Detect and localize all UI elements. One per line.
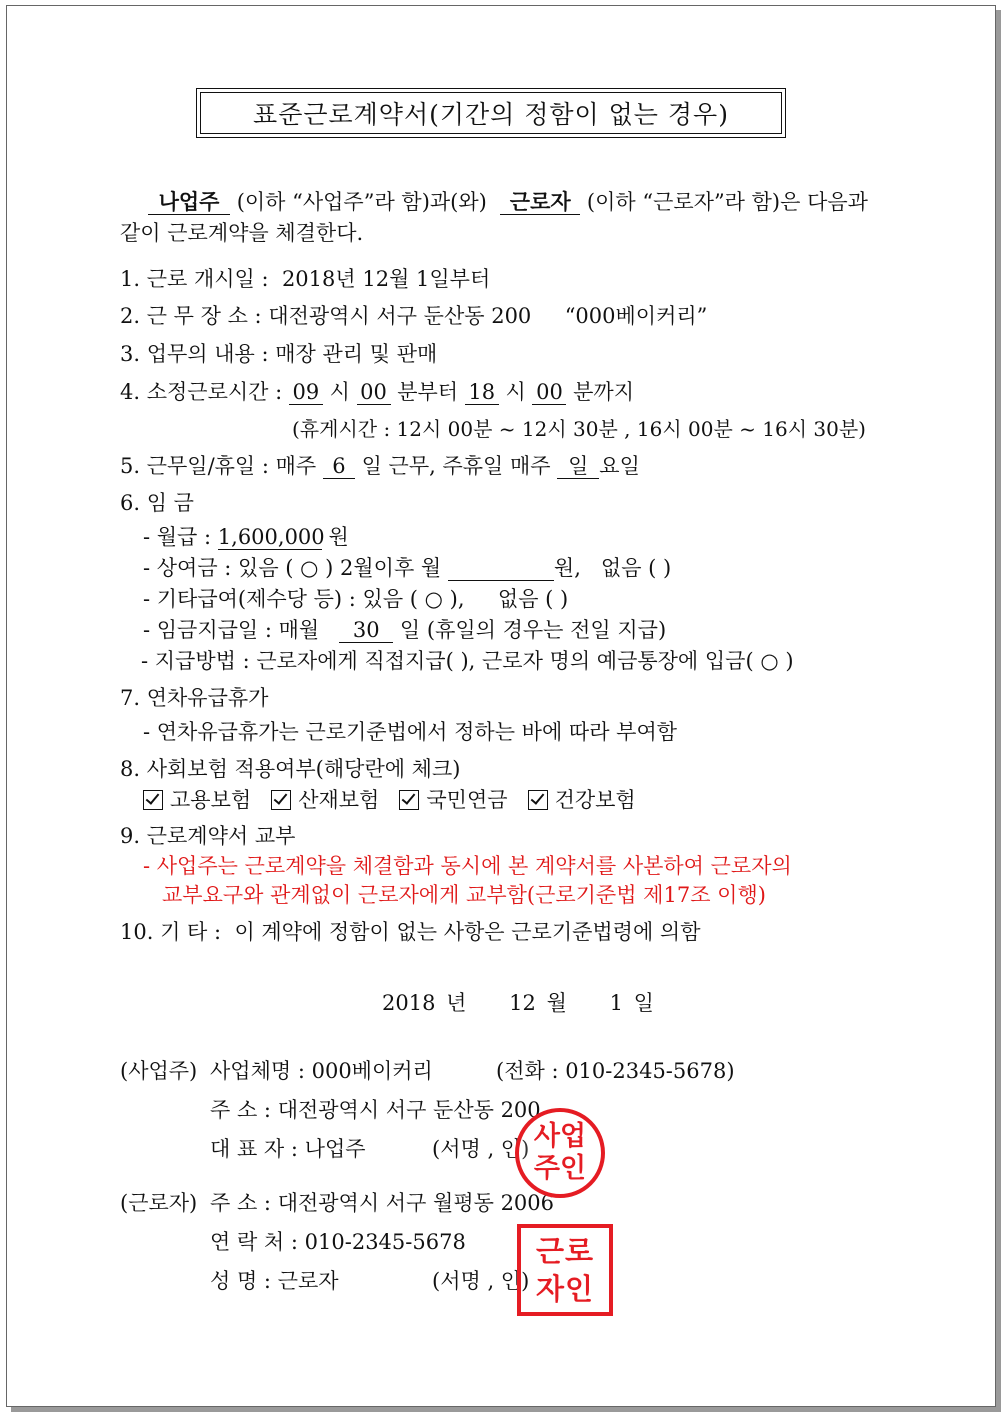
employer-role: (사업주): [120, 1059, 198, 1083]
item-5-label: 5. 근무일/휴일 : 매주: [120, 454, 317, 478]
date-month-unit: 월: [546, 991, 567, 1015]
worker-address-label: 주 소 :: [210, 1191, 271, 1215]
bonus-label: - 상여금 : 있음 ( ○ ) 2월이후 월: [143, 556, 442, 580]
employer-phone: (전화 : 010-2345-5678): [496, 1059, 735, 1083]
notice-line-2: 교부요구와 관계없이 근로자에게 교부함(근로기준법 제17조 이행): [162, 883, 766, 907]
break-time: (휴게시간 : 12시 00분 ~ 12시 30분 , 16시 00분 ~ 16시 30분): [292, 417, 866, 441]
notice-line-1: - 사업주는 근로계약을 체결함과 동시에 본 계약서를 사본하여 근로자의: [143, 854, 792, 878]
salary-unit: 원: [328, 525, 349, 549]
other-pay-none: 없음 ( ): [497, 587, 569, 611]
end-hour: 18: [465, 381, 499, 405]
weekly-holiday: 일: [557, 455, 599, 479]
insurance-label: 산재보험: [298, 788, 380, 812]
insurance-employment[interactable]: [143, 788, 251, 812]
employer-sign: (서명 , 인): [432, 1137, 530, 1161]
intro-line-2: 같이 근로계약을 체결한다.: [120, 221, 364, 245]
other-pay-label: - 기타급여(제수당 등) : 있음 ( ○ ),: [143, 587, 465, 611]
employer-rep-row: [210, 1133, 366, 1163]
item-5-suffix: 요일: [599, 454, 640, 478]
worker-contact-row: [210, 1226, 466, 1256]
item-10: [120, 916, 701, 946]
item-10-label: 10. 기 타 :: [120, 920, 222, 944]
employer-company-row: [210, 1055, 433, 1085]
worker-name-value: 근로자: [277, 1269, 339, 1293]
checkbox-checked-icon[interactable]: [399, 790, 419, 810]
item-4-label: 4. 소정근로시간 :: [120, 380, 283, 404]
worker-address-row: [210, 1187, 554, 1217]
payday-suffix: 일 (휴일의 경우는 전일 지급): [399, 618, 667, 642]
bonus-unit: 원,: [553, 556, 581, 580]
worker-sign: [432, 1265, 529, 1295]
item-7-text: - 연차유급휴가는 근로기준법에서 정하는 바에 따라 부여함: [143, 720, 678, 744]
company-label: 사업체명 :: [210, 1059, 305, 1083]
insurance-label: 건강보험: [554, 788, 636, 812]
checkbox-checked-icon[interactable]: [143, 790, 163, 810]
item-4: [120, 376, 634, 406]
employer-seal-stamp: 사업 주인: [515, 1108, 605, 1198]
worker-name: 근로자: [500, 191, 580, 215]
item-3-value: 매장 관리 및 판매: [275, 342, 438, 366]
date-day: 1: [609, 991, 623, 1015]
unit-hour: 시: [329, 380, 350, 404]
date-month: 12: [509, 991, 536, 1015]
rep-label: 대 표 자 :: [210, 1137, 298, 1161]
title-box: [196, 88, 786, 138]
employer-name: 나업주: [148, 191, 230, 215]
checkbox-checked-icon[interactable]: [528, 790, 548, 810]
payday-value: 30: [339, 619, 393, 643]
item-2-extra: “000베이커리”: [564, 304, 708, 328]
item-10-text: 이 계약에 정함이 없는 사항은 근로기준법령에 의함: [234, 920, 701, 944]
item-1-label: 1. 근로 개시일 :: [120, 267, 269, 291]
item-1: [120, 263, 490, 293]
intro-line-1: [148, 186, 868, 216]
date-year: 2018: [382, 991, 436, 1015]
start-minute: 00: [357, 381, 391, 405]
salary-label: - 월급 :: [143, 525, 212, 549]
rep-name: 나업주: [304, 1137, 366, 1161]
worker-role: (근로자): [120, 1191, 198, 1215]
worker-note: (이하 “근로자”라 함)은 다음과: [586, 190, 868, 214]
contact-value: 010-2345-5678: [304, 1230, 466, 1254]
item-3-label: 3. 업무의 내용 :: [120, 342, 269, 366]
item-7-label: 7. 연차유급휴가: [120, 686, 269, 710]
item-5-text: 일 근무, 주휴일 매주: [361, 454, 551, 478]
worker-name-label: 성 명 :: [210, 1269, 271, 1293]
bonus-none: 없음 ( ): [600, 556, 672, 580]
checkbox-checked-icon[interactable]: [271, 790, 291, 810]
insurance-label: 국민연금: [426, 788, 508, 812]
unit-from: 분부터: [397, 380, 459, 404]
employer-note: (이하 “사업주”라 함)과(와): [236, 190, 487, 214]
item-2: [120, 300, 707, 330]
insurance-label: 고용보험: [170, 788, 252, 812]
item-8-label: 8. 사회보험 적용여부(해당란에 체크): [120, 757, 461, 781]
employer-address-label: 주 소 :: [210, 1098, 271, 1122]
payday-label: - 임금지급일 : 매월: [143, 618, 320, 642]
unit-hour-2: 시: [505, 380, 526, 404]
start-hour: 09: [289, 381, 323, 405]
item-2-label: 2. 근 무 장 소 :: [120, 304, 262, 328]
employer-address: 대전광역시 서구 둔산동 200: [277, 1098, 541, 1122]
bonus-amount: [448, 557, 554, 581]
bonus-row: [143, 552, 671, 582]
insurance-list: [143, 784, 636, 814]
salary-value: 1,600,000: [217, 525, 325, 549]
salary-row: [143, 521, 349, 551]
contact-label: 연 락 처 :: [210, 1230, 298, 1254]
item-5: [120, 450, 640, 480]
worker-name-row: [210, 1265, 339, 1295]
contract-date: [382, 987, 654, 1017]
insurance-pension[interactable]: [399, 788, 507, 812]
date-year-unit: 년: [446, 991, 467, 1015]
document-title: 표준근로계약서(기간의 정함이 없는 경우): [200, 92, 782, 134]
employer-address-row: [210, 1094, 541, 1124]
other-pay-row: [143, 583, 568, 613]
insurance-industrial[interactable]: [271, 788, 379, 812]
item-2-value: 대전광역시 서구 둔산동 200: [268, 304, 532, 328]
unit-until: 분까지: [573, 380, 634, 404]
item-6-label: 6. 임 금: [120, 491, 194, 515]
worker-address: 대전광역시 서구 월평동 2006: [277, 1191, 555, 1215]
insurance-health[interactable]: [528, 788, 636, 812]
work-days: 6: [323, 455, 355, 479]
company-name: 000베이커리: [311, 1059, 433, 1083]
item-9-label: 9. 근로계약서 교부: [120, 824, 296, 848]
date-day-unit: 일: [633, 991, 654, 1015]
item-3: [120, 338, 437, 368]
worker-seal-stamp: 근로 자인: [517, 1224, 613, 1316]
payment-method: - 지급방법 : 근로자에게 직접지급( ), 근로자 명의 예금통장에 입금( ○ ): [141, 649, 794, 673]
end-minute: 00: [532, 381, 566, 405]
worker-sign-text: (서명 , 인): [432, 1269, 530, 1293]
item-1-value: 2018년 12월 1일부터: [281, 267, 491, 291]
payday-row: [143, 614, 666, 644]
